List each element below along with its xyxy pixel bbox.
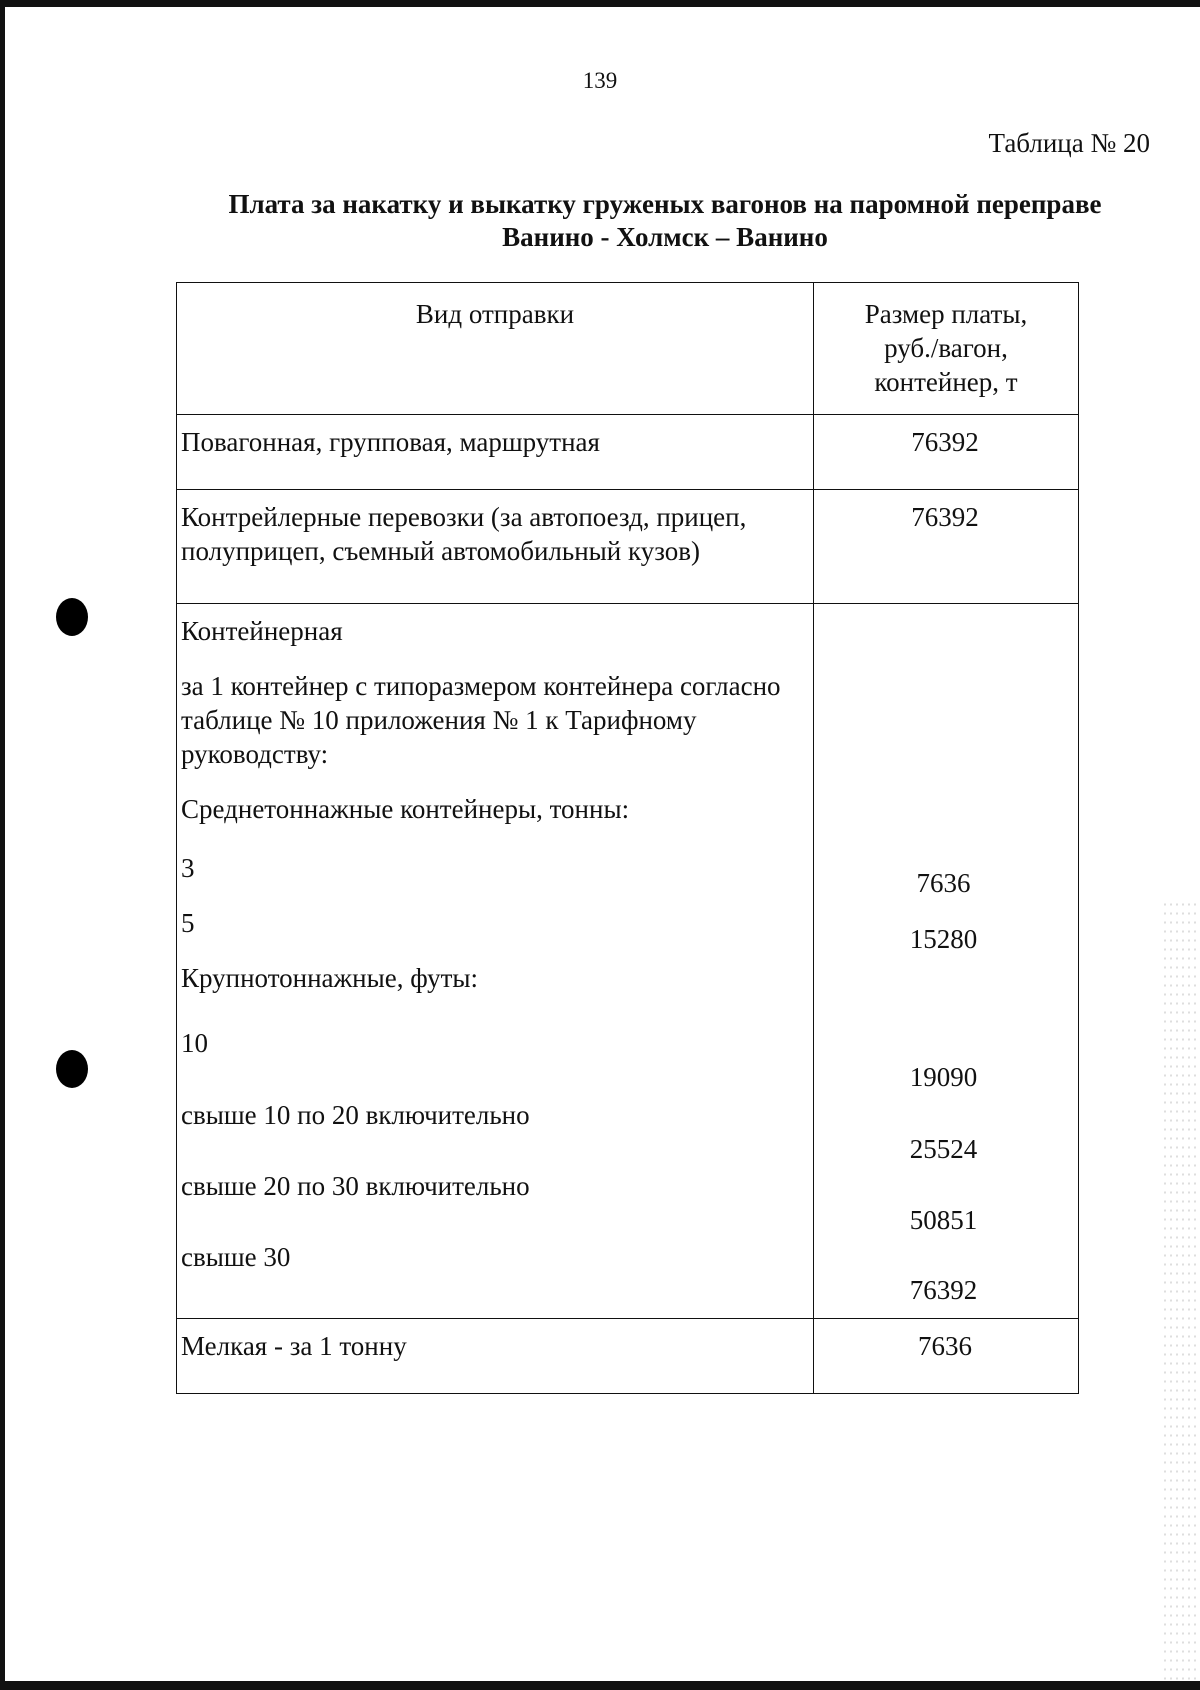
large-value: 25524 xyxy=(909,1134,978,1164)
row-value: 7636 xyxy=(814,1319,1079,1394)
large-size: свыше 30 xyxy=(181,1242,291,1272)
page-number: 139 xyxy=(582,68,618,93)
title-line-2: Ванино - Холмск – Ванино xyxy=(502,222,828,252)
medium-heading: Среднетоннажные контейнеры, тонны: xyxy=(181,794,630,824)
row-label-line-2: полуприцеп, съемный автомобильный кузов) xyxy=(181,536,700,566)
header-fee xyxy=(814,283,1079,415)
large-size: 10 xyxy=(181,1028,208,1058)
container-note-line-2: таблице № 10 приложения № 1 к Тарифному xyxy=(181,705,697,735)
fee-table xyxy=(176,282,1079,1394)
document-title xyxy=(170,188,1160,254)
row-value: 76392 xyxy=(814,490,1079,604)
title-line-1: Плата за накатку и выкатку груженых вагонов на паромной переправе xyxy=(228,189,1102,219)
row-label: Повагонная, групповая, маршрутная xyxy=(177,415,814,490)
scan-noise xyxy=(1162,900,1200,1680)
punch-hole xyxy=(56,1050,88,1088)
row-label xyxy=(177,490,814,604)
row-value: 76392 xyxy=(814,415,1079,490)
large-value: 76392 xyxy=(909,1275,978,1305)
row-label: Мелкая - за 1 тонну xyxy=(177,1319,814,1394)
punch-hole xyxy=(56,598,88,636)
large-value: 50851 xyxy=(909,1205,978,1235)
container-labels xyxy=(177,604,814,1319)
header-fee-line-1: Размер платы, xyxy=(864,299,1028,329)
scan-border-left xyxy=(0,0,5,1690)
header-shipment-type: Вид отправки xyxy=(177,283,814,415)
medium-value: 15280 xyxy=(909,924,978,954)
container-note-line-3: руководству: xyxy=(181,739,329,769)
scan-border-top xyxy=(0,0,1200,7)
header-fee-line-3: контейнер, т xyxy=(874,367,1018,397)
table-row-trailer xyxy=(177,490,1079,604)
large-value: 19090 xyxy=(909,1062,978,1092)
medium-size: 5 xyxy=(181,908,195,938)
table-row-container xyxy=(177,604,1079,1319)
row-label-line-1: Контрейлерные перевозки (за автопоезд, прицеп, xyxy=(181,502,747,532)
container-values xyxy=(814,604,1079,1319)
table-row-wagon xyxy=(177,415,1079,490)
medium-value: 7636 xyxy=(916,868,971,898)
large-size: свыше 10 по 20 включительно xyxy=(181,1100,530,1130)
medium-size: 3 xyxy=(181,853,195,883)
scan-border-bottom xyxy=(0,1681,1200,1690)
large-size: свыше 20 по 30 включительно xyxy=(181,1171,530,1201)
table-header-row xyxy=(177,283,1079,415)
table-number: Таблица № 20 xyxy=(988,128,1150,158)
container-label: Контейнерная xyxy=(181,616,343,646)
table-row-small xyxy=(177,1319,1079,1394)
large-heading: Крупнотоннажные, футы: xyxy=(181,963,479,993)
header-fee-line-2: руб./вагон, xyxy=(884,333,1008,363)
container-note-line-1: за 1 контейнер с типоразмером контейнера согласно xyxy=(181,671,781,701)
